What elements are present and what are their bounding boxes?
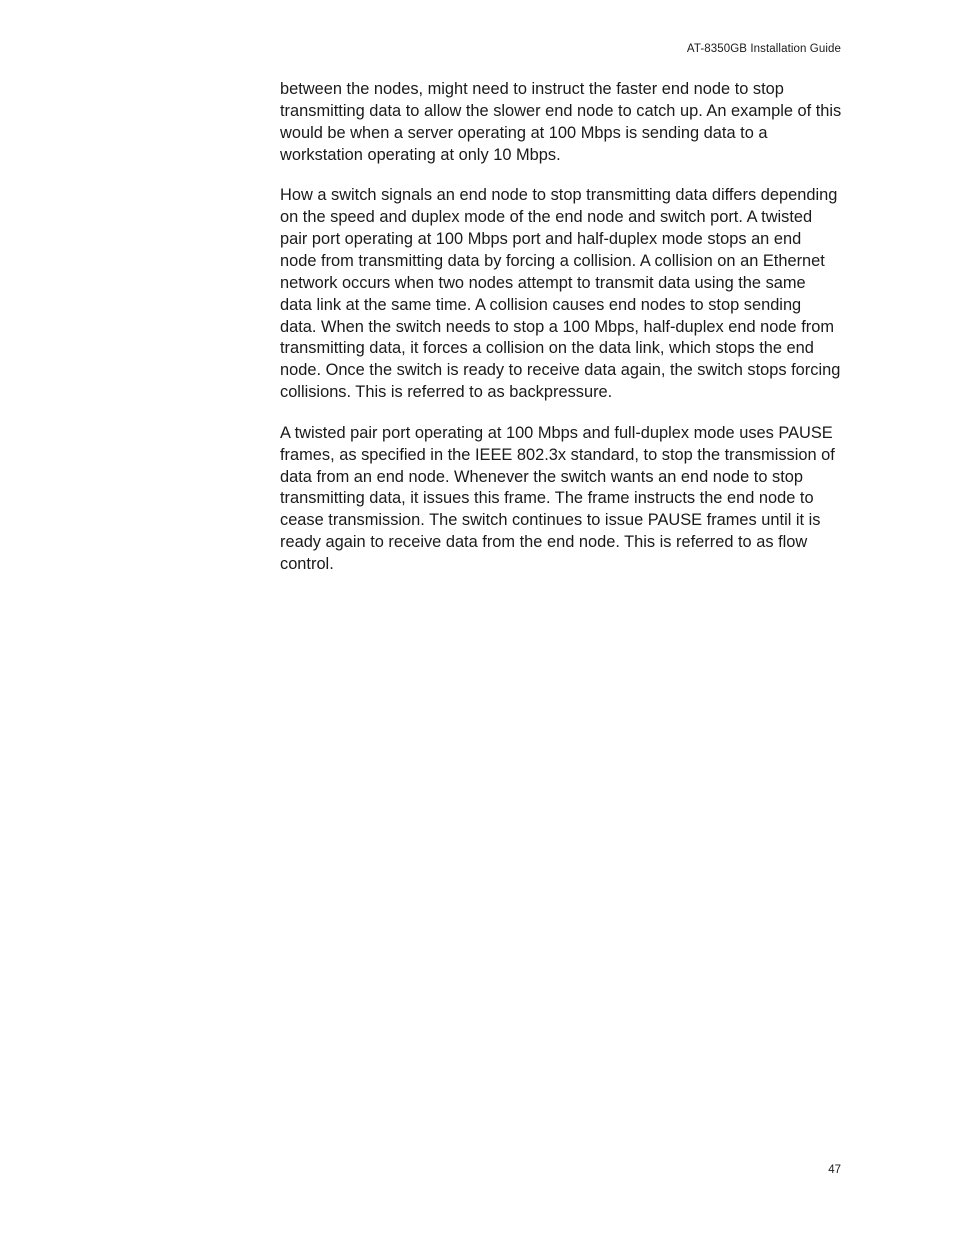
running-header: AT-8350GB Installation Guide	[686, 43, 841, 55]
paragraph-flow-control: A twisted pair port operating at 100 Mbps and full-duplex mode uses PAUSE frames, as specified in the IEEE 802.3x standard, to stop the transmission of data from an end node. Whenever the switch wants an end node to stop transmitting data, it issues this frame. The frame instructs the end node to cease transmission. The switch continues to issue PAUSE frames until it is ready again to receive data from the end node. This is referred to as flow control.	[280, 423, 835, 574]
page-number: 47	[828, 1164, 841, 1176]
body-text	[280, 79, 842, 595]
paragraph-flow-intro: between the nodes, might need to instruct the faster end node to stop transmitting data to allow the slower end node to catch up. An example of this would be when a server operating at 100 Mbps is sending data to a workstation operating at only 10 Mbps.	[280, 80, 842, 164]
paragraph-backpressure: How a switch signals an end node to stop transmitting data differs depending on the speed and duplex mode of the end node and switch port. A twisted pair port operating at 100 Mbps port and half-duplex mode stops an end node from transmitting data by forcing a collision. A collision on an Ethernet network occurs when two nodes attempt to transmit data using the same data link at the same time. A collision causes end nodes to stop sending data. When the switch needs to stop a 100 Mbps, half-duplex end node from transmitting data, it forces a collision on the data link, which stops the end node. Once the switch is ready to receive data again, the switch stops forcing collisions. This is referred to as backpressure.	[280, 186, 841, 402]
